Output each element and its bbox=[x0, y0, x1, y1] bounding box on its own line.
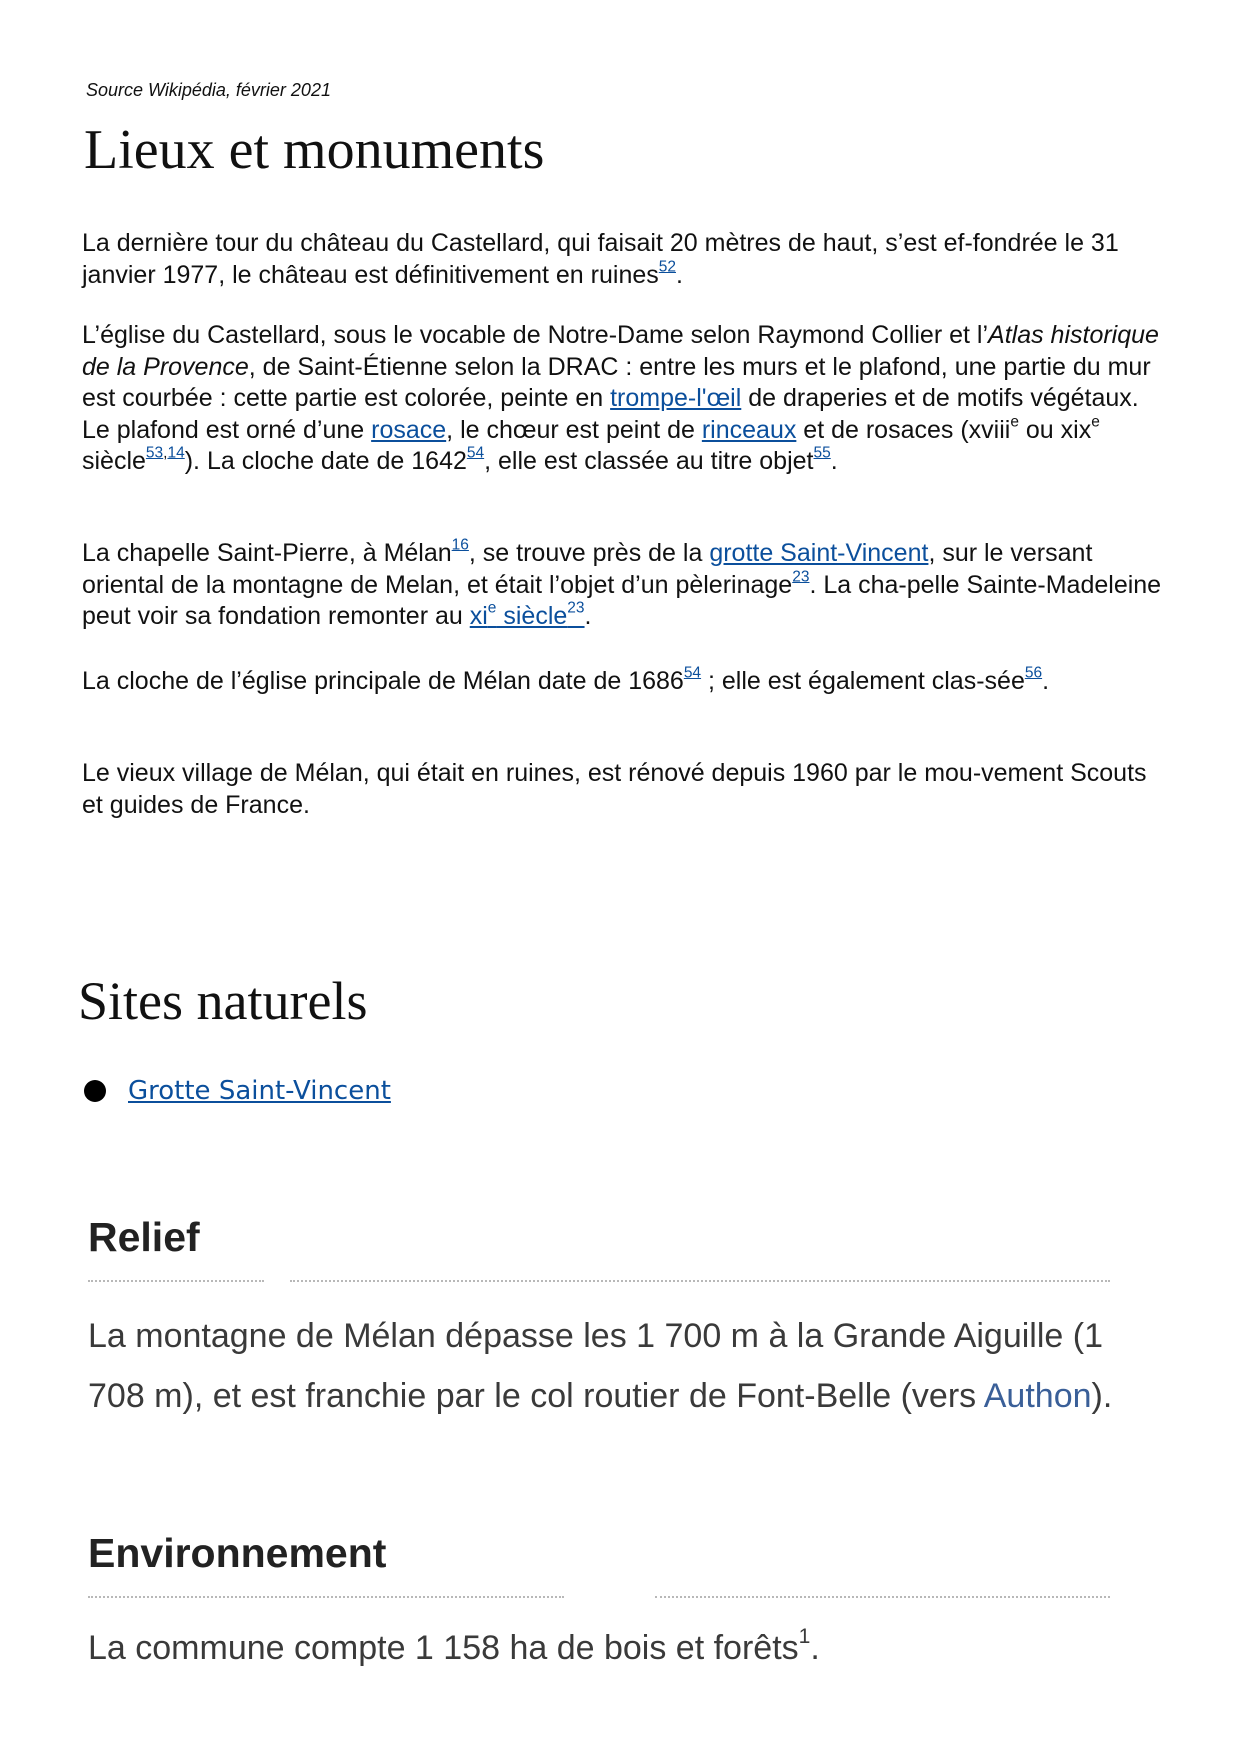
link-authon[interactable]: Authon bbox=[983, 1377, 1092, 1415]
reference-link[interactable]: 53 bbox=[145, 444, 164, 462]
heading-underline bbox=[655, 1596, 1110, 1598]
reference-link[interactable]: 54 bbox=[683, 664, 702, 682]
link-trompe-loeil[interactable]: trompe-l'œil bbox=[610, 384, 742, 412]
reference-link[interactable]: 23 bbox=[792, 567, 810, 585]
paragraph-cloche: La cloche de l’église principale de Mélan date de 1686$^{54}$ ; elle est également clas-sée$^{56}$. bbox=[82, 664, 1050, 695]
reference-link[interactable]: 54 bbox=[466, 444, 485, 462]
heading-underline bbox=[290, 1280, 1110, 1282]
link-grotte-saint-vincent-bullet[interactable]: Grotte Saint-Vincent bbox=[128, 1076, 391, 1106]
atlas-title: Atlas historique de la Provence bbox=[82, 321, 1159, 381]
reference-link[interactable]: 52 bbox=[658, 257, 676, 275]
heading-underline bbox=[88, 1280, 264, 1282]
section-title-sites-naturels: Sites naturels bbox=[78, 971, 368, 1031]
section-title-lieux-monuments: Lieux et monuments bbox=[84, 119, 545, 181]
relief-paragraph: La montagne de Mélan dépasse les 1 700 m à la Grande Aiguille (1 708 m), et est franchie par le col routier de Font-Belle (vers Authon). bbox=[88, 1317, 1113, 1415]
heading-environnement: Environnement bbox=[88, 1530, 387, 1576]
reference-link[interactable]: 56 bbox=[1024, 664, 1043, 682]
heading-underline bbox=[88, 1596, 564, 1598]
source-note: Source Wikipédia, février 2021 bbox=[86, 80, 331, 100]
embedded-wiki-excerpt bbox=[80, 1210, 1120, 1680]
link-rosace[interactable]: rosace bbox=[371, 415, 447, 444]
bullet-icon bbox=[84, 1080, 106, 1102]
paragraph-eglise: L’église du Castellard, sous le vocable de Notre-Dame selon Raymond Collier et l’Atlas historique de la Provence, de Saint-Étienne selon la DRAC : entre les murs et le plafond, une partie du mur est courbée : cette partie est colorée, peinte en trompe-l'œil de draperies et de motifs végétaux. Le plafond est orné d’une rosace, le chœur est peint de rinceaux et de rosaces (xviii$^e$ ou xix$^e$ siècle$^{53,14}$). La cloche date de 1642$^{54}$, elle est classée au titre objet$^{55}$. bbox=[82, 321, 1159, 475]
link-grotte-saint-vincent[interactable]: grotte Saint-Vincent bbox=[709, 539, 929, 567]
environnement-paragraph: La commune compte 1 158 ha de bois et forêts$^1$. bbox=[88, 1625, 820, 1667]
link-xie-siecle[interactable]: xi$^e$ siècle$^{23}$ bbox=[469, 599, 585, 630]
reference-link[interactable]: 14 bbox=[167, 444, 185, 462]
paragraph-chapelle: La chapelle Saint-Pierre, à Mélan$^{16}$, se trouve près de la grotte Saint-Vincent, sur le versant oriental de la montagne de Melan, et était l’objet d’un pèlerinage$^{23}$. La cha-pelle Sainte-Madeleine peut voir sa fondation remonter au xi$^e$ siècle$^{23}$. bbox=[82, 536, 1162, 630]
reference-link[interactable]: 55 bbox=[813, 444, 831, 462]
reference-link[interactable]: 16 bbox=[451, 536, 469, 554]
bullet-list-item bbox=[84, 1076, 391, 1106]
paragraph-chateau: La dernière tour du château du Castellard, qui faisait 20 mètres de haut, s’est ef-fondrée le 31 janvier 1977, le château est définitivement en ruines$^{52}$. bbox=[82, 229, 1119, 289]
reference-mark: 1 bbox=[798, 1625, 811, 1649]
paragraph-vieux-village: Le vieux village de Mélan, qui était en ruines, est rénové depuis 1960 par le mou-vement Scouts et guides de France. bbox=[82, 759, 1147, 819]
link-rinceaux[interactable]: rinceaux bbox=[701, 415, 797, 444]
heading-relief: Relief bbox=[88, 1214, 200, 1260]
